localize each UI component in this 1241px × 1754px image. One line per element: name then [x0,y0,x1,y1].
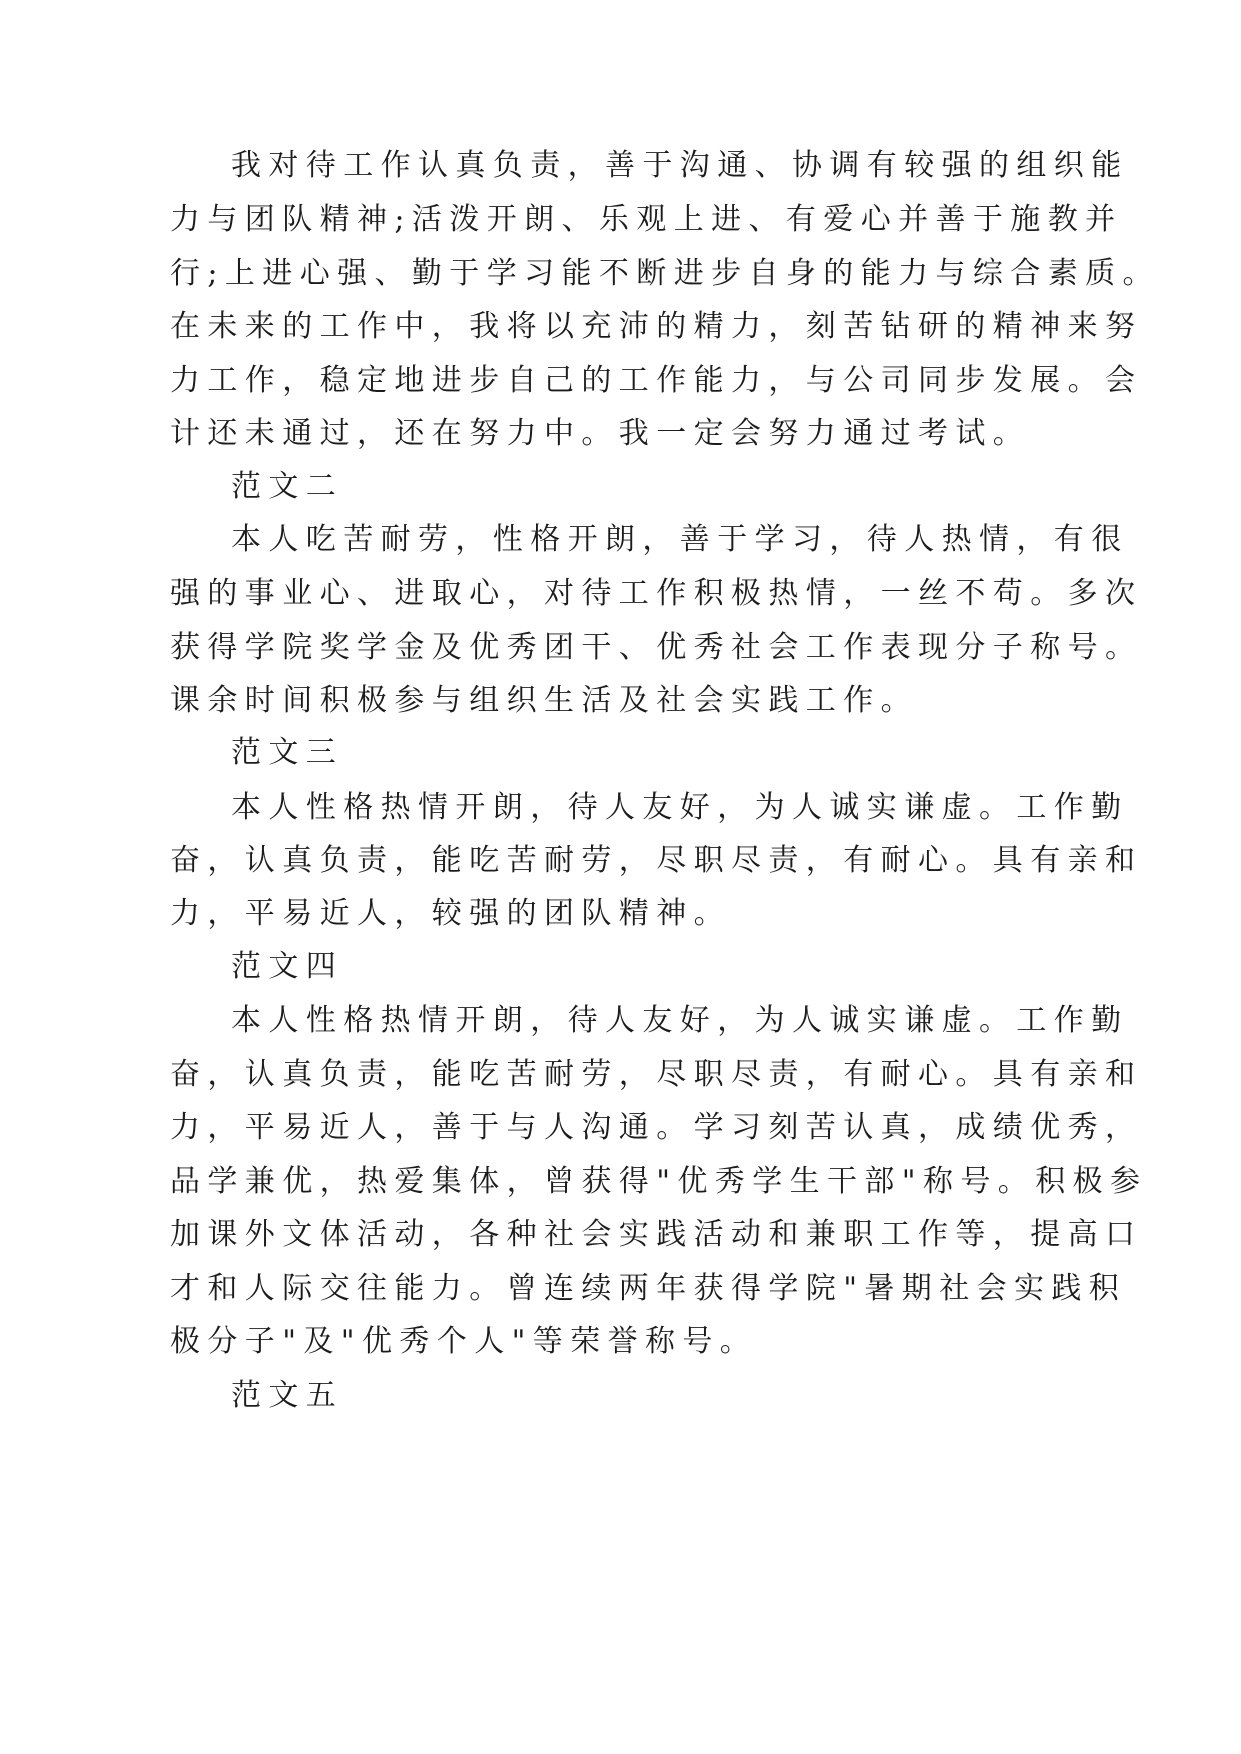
paragraph-line: 力工作，稳定地进步自己的工作能力，与公司同步发展。会 [170,363,1143,398]
section-heading: 范文二 [231,469,344,504]
section-heading: 范文三 [231,735,344,770]
paragraph-line: 力与团队精神;活泼开朗、乐观上进、有爱心并善于施教并 [170,202,1123,237]
paragraph-line: 本人性格热情开朗，待人友好，为人诚实谦虚。工作勤 [231,790,1129,825]
section-heading: 范文五 [231,1378,344,1413]
paragraph-line: 力，平易近人，善于与人沟通。学习刻苦认真，成绩优秀， [170,1110,1143,1145]
paragraph-line: 品学兼优，热爱集体，曾获得"优秀学生干部"称号。积极参 [170,1164,1148,1199]
paragraph-line: 课余时间积极参与组织生活及社会实践工作。 [170,683,918,718]
paragraph-line: 奋，认真负责，能吃苦耐劳，尽职尽责，有耐心。具有亲和 [170,843,1143,878]
paragraph-line: 本人吃苦耐劳，性格开朗，善于学习，待人热情，有很 [231,522,1129,557]
section-heading: 范文四 [231,949,344,984]
paragraph-line: 力，平易近人，较强的团队精神。 [170,896,731,931]
paragraph-line: 行;上进心强、勤于学习能不断进步自身的能力与综合素质。 [170,256,1160,291]
paragraph-line: 强的事业心、进取心，对待工作积极热情，一丝不苟。多次 [170,576,1143,611]
paragraph-line: 奋，认真负责，能吃苦耐劳，尽职尽责，有耐心。具有亲和 [170,1057,1143,1092]
paragraph-line: 极分子"及"优秀个人"等荣誉称号。 [170,1324,758,1359]
paragraph-line: 在未来的工作中，我将以充沛的精力，刻苦钻研的精神来努 [170,309,1143,344]
paragraph-line: 我对待工作认真负责，善于沟通、协调有较强的组织能 [231,148,1129,183]
paragraph-line: 本人性格热情开朗，待人友好，为人诚实谦虚。工作勤 [231,1003,1129,1038]
paragraph-line: 计还未通过，还在努力中。我一定会努力通过考试。 [170,416,1031,451]
paragraph-line: 加课外文体活动，各种社会实践活动和兼职工作等，提高口 [170,1217,1143,1252]
paragraph-line: 获得学院奖学金及优秀团干、优秀社会工作表现分子称号。 [170,630,1143,665]
paragraph-line: 才和人际交往能力。曾连续两年获得学院"暑期社会实践积 [170,1271,1127,1306]
